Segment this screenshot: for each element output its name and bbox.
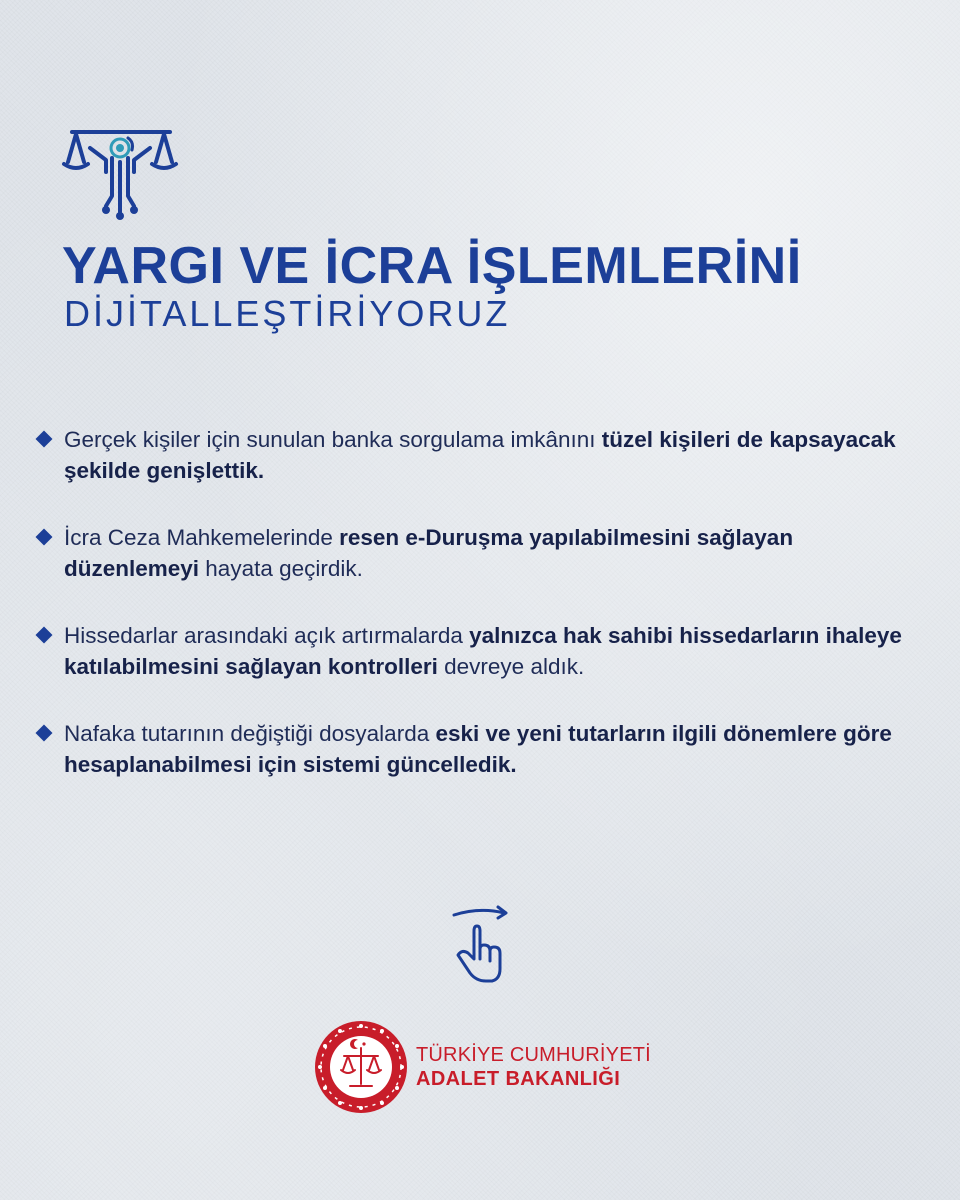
swipe-hand-icon — [450, 905, 514, 985]
bullet-item-1 — [32, 424, 932, 486]
bullet-text-bold: tüzel kişileri de kapsayacak şekilde genişlettik. — [64, 427, 896, 483]
page-title: YARGI VE İCRA İŞLEMLERİNİ — [62, 237, 802, 295]
ministry-logo — [312, 1018, 652, 1118]
bullet-text-regular: Nafaka tutarının değiştiği dosyalarda — [64, 721, 436, 746]
bullet-item-4 — [32, 718, 932, 780]
bullet-text — [64, 620, 932, 682]
bullet-text — [64, 522, 932, 584]
bullet-item-2 — [32, 522, 932, 584]
bullet-text-regular: Hissedarlar arasındaki açık artırmalarda — [64, 623, 470, 648]
ministry-emblem-icon — [312, 1018, 410, 1116]
bullet-list — [32, 424, 932, 816]
justice-scale-circuit-icon — [60, 122, 180, 222]
bullet-item-3 — [32, 620, 932, 682]
bullet-text-bold: eski ve yeni tutarların ilgili dönemlere göre hesaplanabilmesi için sistemi güncelledik. — [64, 721, 892, 777]
bullet-text-regular: İcra Ceza Mahkemelerinde — [64, 525, 340, 550]
bullet-text — [64, 424, 932, 486]
ministry-line-republic: TÜRKİYE CUMHURİYETİ — [416, 1044, 651, 1066]
bullet-text-bold: yalnızca hak sahibi hissedarların ihaleye katılabilmesini sağlayan kontrolleri — [64, 623, 902, 679]
ministry-line-name: ADALET BAKANLIĞI — [416, 1068, 621, 1090]
bullet-text-regular: devreye aldık. — [437, 654, 585, 679]
diamond-bullet-icon — [36, 725, 53, 742]
bullet-text — [64, 718, 932, 780]
bullet-text-bold: resen e-Duruşma yapılabilmesini sağlayan düzenlemeyi — [64, 525, 794, 581]
page-subtitle: DİJİTALLEŞTİRİYORUZ — [64, 293, 511, 334]
diamond-bullet-icon — [36, 529, 53, 546]
bullet-text-regular: Gerçek kişiler için sunulan banka sorgulama imkânını — [64, 427, 602, 452]
diamond-bullet-icon — [36, 431, 53, 448]
bullet-text-regular: hayata geçirdik. — [199, 556, 363, 581]
diamond-bullet-icon — [36, 627, 53, 644]
